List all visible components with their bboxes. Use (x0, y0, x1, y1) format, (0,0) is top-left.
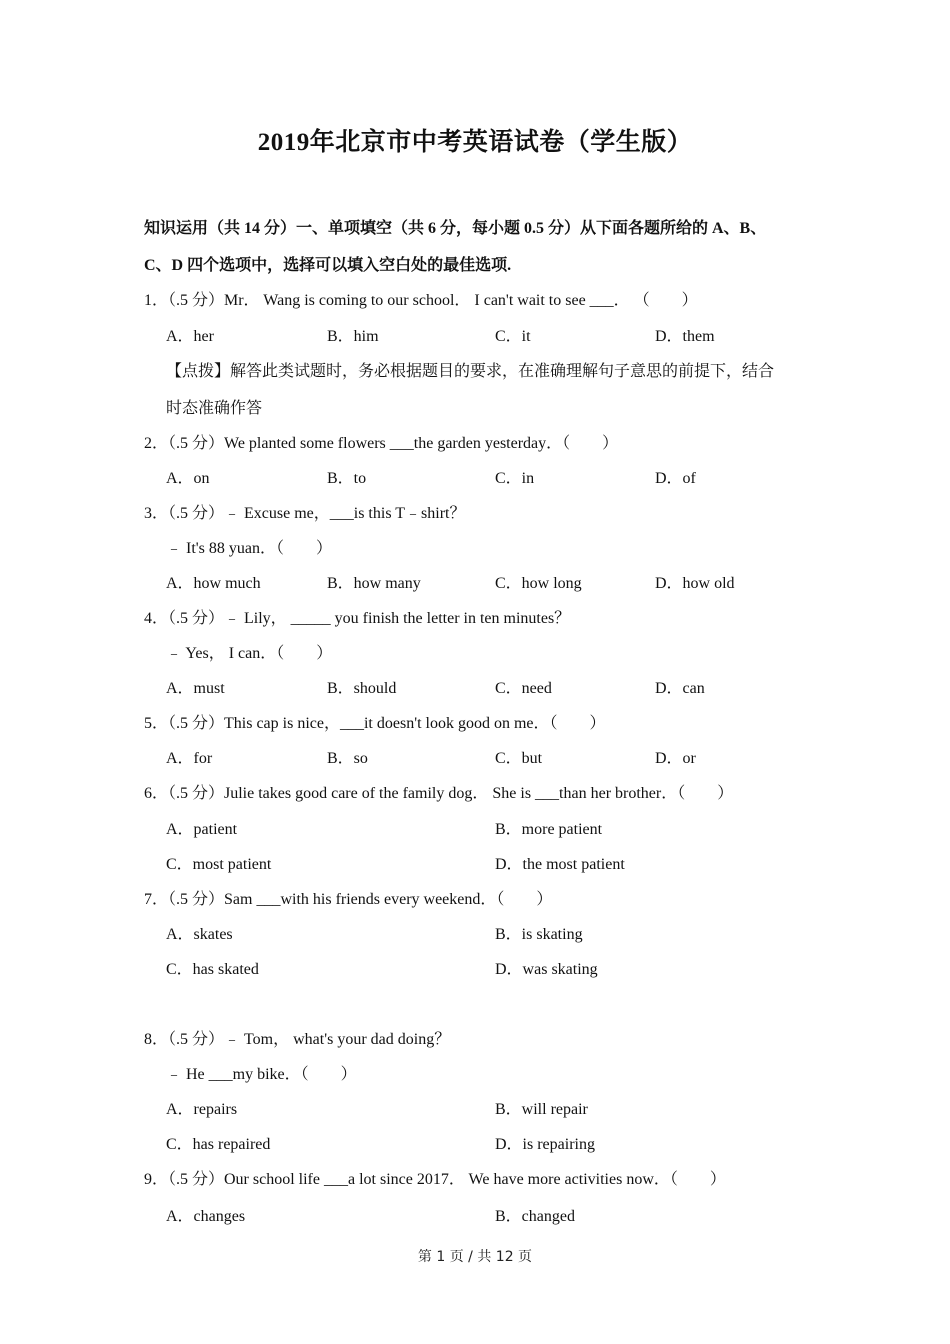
question-6-option-d: D．the most patient (495, 856, 625, 873)
question-9-stem: 9．（.5 分）Our school life ___a lot since 2017． We have more activities now．（ ） (144, 1171, 726, 1188)
question-3-stem: 3．（.5 分）﹣ Excuse me，___is this T﹣shirt？ (144, 505, 466, 522)
question-9-option-b: B．changed (495, 1208, 575, 1225)
question-1-option-b: B．him (327, 328, 379, 345)
question-8-stem-line2: ﹣ He ___my bike．（ ） (166, 1066, 357, 1083)
question-2-option-a: A．on (166, 470, 210, 487)
question-7-option-b: B．is skating (495, 926, 583, 943)
question-6-option-a: A．patient (166, 821, 238, 838)
section-instruction-line2: C、D 四个选项中，选择可以填入空白处的最佳选项. (144, 257, 512, 274)
question-8-option-b: B．will repair (495, 1101, 588, 1118)
question-3-stem-line2: ﹣ It's 88 yuan．（ ） (166, 540, 332, 557)
question-1-stem: 1．（.5 分）Mr． Wang is coming to our school． I can't wait to see ___． （ ） (144, 292, 698, 309)
question-6-option-c: C．most patient (166, 856, 272, 873)
question-5-option-c: C．but (495, 750, 543, 767)
question-3-option-a: A．how much (166, 575, 261, 592)
question-7-stem: 7．（.5 分）Sam ___with his friends every weekend．（ ） (144, 891, 553, 908)
question-2-stem: 2．（.5 分）We planted some flowers ___the garden yesterday．（ ） (144, 435, 619, 452)
question-9-option-a: A．changes (166, 1208, 246, 1225)
question-8-stem: 8．（.5 分）﹣ Tom， what's your dad doing？ (144, 1031, 451, 1048)
question-6-option-b: B．more patient (495, 821, 603, 838)
question-4-option-d: D．can (655, 680, 705, 697)
question-7-option-c: C．has skated (166, 961, 259, 978)
question-4-option-b: B．should (327, 680, 397, 697)
question-1-option-a: A．her (166, 328, 214, 345)
page-title: 2019年北京市中考英语试卷（学生版） (257, 129, 693, 156)
question-4-option-c: C．need (495, 680, 552, 697)
question-1-tip-line1: 【点拨】解答此类试题时，务必根据题目的要求，在准确理解句子意思的前提下，结合 (166, 363, 775, 380)
question-8-option-a: A．repairs (166, 1101, 238, 1118)
question-2-option-d: D．of (655, 470, 696, 487)
question-3-option-c: C．how long (495, 575, 582, 592)
question-7-option-d: D．was skating (495, 961, 598, 978)
question-5-option-a: A．for (166, 750, 213, 767)
question-8-option-d: D．is repairing (495, 1136, 595, 1153)
question-6-stem: 6．（.5 分）Julie takes good care of the family dog． She is ___than her brother．（ ） (144, 785, 734, 802)
question-5-option-d: D．or (655, 750, 696, 767)
question-1-tip-line2: 时态准确作答 (166, 400, 263, 417)
question-3-option-b: B．how many (327, 575, 421, 592)
question-2-option-b: B．to (327, 470, 367, 487)
section-instruction-line1: 知识运用（共 14 分）一、单项填空（共 6 分，每小题 0.5 分）从下面各题所给的 A、B、 (144, 220, 767, 237)
question-1-option-c: C．it (495, 328, 531, 345)
question-5-stem: 5．（.5 分）This cap is nice，___it doesn't look good on me．（ ） (144, 715, 606, 732)
question-4-option-a: A．must (166, 680, 225, 697)
question-4-stem: 4．（.5 分）﹣ Lily， _____ you finish the letter in ten minutes？ (144, 610, 571, 627)
question-4-stem-line2: ﹣ Yes， I can．（ ） (166, 645, 333, 662)
page-footer: 第 1 页 / 共 12 页 (417, 1249, 533, 1265)
question-5-option-b: B．so (327, 750, 368, 767)
question-1-option-d: D．them (655, 328, 715, 345)
question-2-option-c: C．in (495, 470, 535, 487)
question-3-option-d: D．how old (655, 575, 735, 592)
question-8-option-c: C．has repaired (166, 1136, 271, 1153)
question-7-option-a: A．skates (166, 926, 233, 943)
